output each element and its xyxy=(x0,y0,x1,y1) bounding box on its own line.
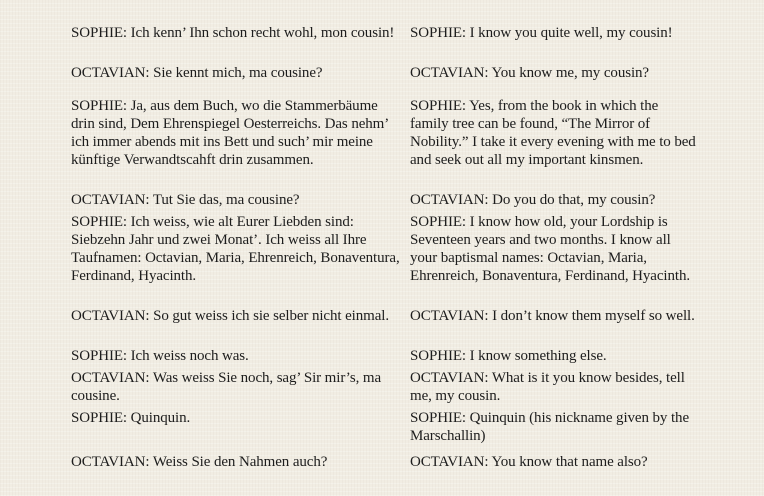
english-line: SOPHIE: Yes, from the book in which the family tree can be found, “The Mirror of Nobility.” I take it every evening with me to bed and seek out all my important kinsmen. xyxy=(410,98,696,168)
dialogue-row xyxy=(71,64,701,97)
english-line: SOPHIE: Quinquin (his nickname given by the Marschallin) xyxy=(410,410,690,444)
german-line: SOPHIE: Ja, aus dem Buch, wo die Stammerbäume drin sind, Dem Ehrenspiegel Oesterreichs. Das nehm’ ich immer abends mit ins Bett und such’ mir meine künftige Verwandtscahft drin zusammen. xyxy=(71,98,389,168)
german-line: SOPHIE: Quinquin. xyxy=(71,410,191,426)
german-line: OCTAVIAN: Was weiss Sie noch, sag’ Sir mir’s, ma cousine. xyxy=(71,370,381,404)
dialogue-row xyxy=(71,213,701,307)
libretto-table xyxy=(71,24,701,475)
dialogue-row xyxy=(71,307,701,347)
english-line: SOPHIE: I know something else. xyxy=(410,348,607,364)
german-line: SOPHIE: Ich weiss noch was. xyxy=(71,348,249,364)
dialogue-row xyxy=(71,453,701,475)
dialogue-row xyxy=(71,97,701,191)
german-line: OCTAVIAN: So gut weiss ich sie selber nicht einmal. xyxy=(71,308,389,324)
german-line: OCTAVIAN: Sie kennt mich, ma cousine? xyxy=(71,65,323,81)
english-line: OCTAVIAN: What is it you know besides, tell me, my cousin. xyxy=(410,370,685,404)
dialogue-row xyxy=(71,347,701,369)
dialogue-row xyxy=(71,409,701,453)
dialogue-row xyxy=(71,369,701,409)
english-line: OCTAVIAN: I don’t know them myself so well. xyxy=(410,308,695,324)
german-line: SOPHIE: Ich kenn’ Ihn schon recht wohl, mon cousin! xyxy=(71,25,395,41)
german-line: OCTAVIAN: Tut Sie das, ma cousine? xyxy=(71,192,300,208)
english-line: OCTAVIAN: Do you do that, my cousin? xyxy=(410,192,656,208)
english-line: SOPHIE: I know you quite well, my cousin! xyxy=(410,25,673,41)
german-line: SOPHIE: Ich weiss, wie alt Eurer Liebden sind: Siebzehn Jahr und zwei Monat’. Ich weiss all Ihre Taufnamen: Octavian, Maria, Ehrenreich, Bonaventura, Ferdinand, Hyacinth. xyxy=(71,214,400,284)
english-line: OCTAVIAN: You know that name also? xyxy=(410,454,648,470)
english-line: OCTAVIAN: You know me, my cousin? xyxy=(410,65,649,81)
german-line: OCTAVIAN: Weiss Sie den Nahmen auch? xyxy=(71,454,328,470)
dialogue-row xyxy=(71,191,701,213)
english-line: SOPHIE: I know how old, your Lordship is Seventeen years and two months. I know all your baptismal names: Octavian, Maria, Ehrenreich, Bonaventura, Ferdinand, Hyacinth. xyxy=(410,214,690,284)
dialogue-row xyxy=(71,24,701,64)
